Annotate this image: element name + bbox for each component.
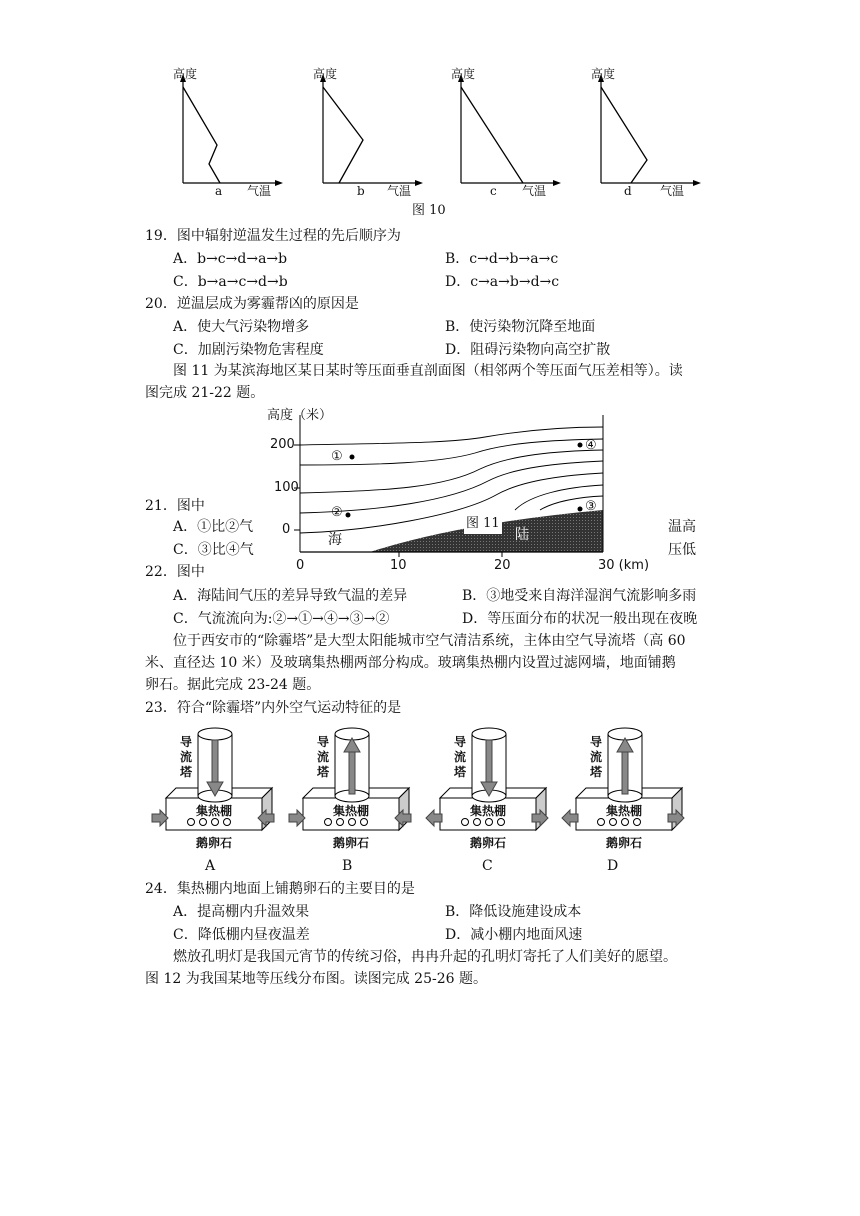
q20-option-a: A．使大气污染物增多 (173, 319, 310, 335)
tower-label-b-1: 导 (317, 735, 330, 749)
stone-label-a: 鹅卵石 (196, 836, 233, 850)
fig11-ylabel: 高度（米） (267, 408, 333, 423)
graph-b-letter: b (357, 184, 365, 198)
q21-tail-2: 压低 (668, 542, 696, 558)
q24-stem: 24．集热棚内地面上铺鹅卵石的主要目的是 (145, 881, 415, 897)
q19-option-c: C．b→a→c→d→b (173, 274, 288, 290)
q24-option-c: C．降低棚内昼夜温差 (173, 927, 310, 943)
graph-b-ylabel: 高度 (313, 67, 338, 81)
tower-label-c-3: 塔 (454, 765, 467, 779)
intro-25-line2: 图 12 为我国某地等压线分布图。读图完成 25-26 题。 (145, 971, 487, 987)
tower-label-b-2: 流 (317, 750, 330, 764)
shed-label-d: 集热棚 (606, 804, 643, 818)
stone-label-c: 鹅卵石 (470, 836, 507, 850)
fig11-ytick-0: 0 (282, 522, 291, 537)
graph-a-letter: a (215, 184, 223, 198)
graph-d-letter: d (624, 184, 632, 198)
graph-c-ylabel: 高度 (451, 67, 476, 81)
tower-label-b-3: 塔 (317, 765, 330, 779)
fig11-xtick-20: 20 (494, 558, 511, 573)
graph-a-xlabel: 气温 (247, 184, 272, 198)
graph-d-ylabel: 高度 (591, 67, 616, 81)
intro-25-line1: 燃放孔明灯是我国元宵节的传统习俗，冉冉升起的孔明灯寄托了人们美好的愿望。 (173, 949, 677, 965)
q23-option-a: A (205, 858, 216, 874)
point-4-label: ④ (585, 438, 597, 453)
stone-label-b: 鹅卵石 (333, 836, 370, 850)
q21-option-a: A．①比②气 (173, 519, 254, 535)
point-2-label: ② (331, 505, 343, 520)
tower-label-a-3: 塔 (180, 765, 193, 779)
q23-option-d: D (607, 858, 619, 874)
tower-label-a-2: 流 (180, 750, 193, 764)
fig11-ytick-200: 200 (270, 437, 295, 452)
q23-stem: 23．符合“除霾塔”内外空气运动特征的是 (145, 700, 402, 716)
intro-21-line2: 图完成 21-22 题。 (145, 385, 265, 401)
stone-label-d: 鹅卵石 (606, 836, 643, 850)
graph-b-xlabel: 气温 (387, 184, 412, 198)
q24-option-a: A．提高棚内升温效果 (173, 904, 310, 920)
shed-label-b: 集热棚 (333, 804, 370, 818)
fig11-ytick-100: 100 (274, 480, 299, 495)
q23-option-b: B (342, 858, 353, 874)
graph-c-letter: c (490, 184, 497, 198)
fig11-xtick-10: 10 (390, 558, 407, 573)
tower-label-d-1: 导 (590, 735, 603, 749)
tower-label-c-2: 流 (454, 750, 467, 764)
sea-label: 海 (328, 532, 342, 548)
graph-a-ylabel: 高度 (173, 67, 198, 81)
q20-stem: 20．逆温层成为雾霾帮凶的原因是 (145, 296, 359, 312)
q22-option-d: D．等压面分布的状况一般出现在夜晚 (462, 611, 698, 627)
shed-label-c: 集热棚 (470, 804, 507, 818)
q20-option-d: D．阻碍污染物向高空扩散 (445, 342, 611, 358)
q19-option-a: A．b→c→d→a→b (173, 251, 288, 267)
fig11-xtick-30: 30 (km) (598, 558, 650, 573)
intro-23-line3: 卵石。据此完成 23-24 题。 (145, 677, 321, 693)
q22-option-c: C．气流流向为:②→①→④→③→② (173, 611, 390, 627)
q19-option-b: B．c→d→b→a→c (445, 251, 559, 267)
q22-option-b: B．③地受来自海洋湿润气流影响多雨 (462, 588, 697, 604)
isobar-diagram (260, 405, 620, 575)
q20-option-c: C．加剧污染物危害程度 (173, 342, 324, 358)
q21-tail-1: 温高 (668, 519, 696, 535)
tower-label-d-2: 流 (590, 750, 603, 764)
q24-option-b: B．降低设施建设成本 (445, 904, 582, 920)
q22-option-a: A．海陆间气压的差异导致气温的差异 (173, 588, 408, 604)
q20-option-b: B．使污染物沉降至地面 (445, 319, 596, 335)
fig11-xtick-0: 0 (296, 558, 305, 573)
tower-label-d-3: 塔 (590, 765, 603, 779)
intro-23-line1: 位于西安市的“除霾塔”是大型太阳能城市空气清洁系统，主体由空气导流塔（高 60 (173, 633, 686, 649)
q21-option-c: C．③比④气 (173, 542, 254, 558)
q19-option-d: D．c→a→b→d→c (445, 274, 560, 290)
graph-c-xlabel: 气温 (522, 184, 547, 198)
q19-stem: 19．图中辐射逆温发生过程的先后顺序为 (145, 228, 401, 244)
q24-option-d: D．减小棚内地面风速 (445, 927, 583, 943)
q23-option-c: C (482, 858, 493, 874)
figure-11-caption: 图 11 (464, 514, 502, 534)
q22-stem: 22．图中 (145, 564, 205, 580)
tower-label-a-1: 导 (180, 735, 193, 749)
point-1-label: ① (331, 449, 343, 464)
point-3-label: ③ (585, 499, 597, 514)
land-label: 陆 (515, 527, 529, 543)
tower-label-c-1: 导 (454, 735, 467, 749)
q21-stem: 21．图中 (145, 498, 205, 514)
figure-10-caption: 图 10 (412, 203, 446, 218)
intro-21-line1: 图 11 为某滨海地区某日某时等压面垂直剖面图（相邻两个等压面气压差相等）。读 (173, 363, 683, 379)
graph-d-xlabel: 气温 (660, 184, 685, 198)
intro-23-line2: 米、直径达 10 米）及玻璃集热棚两部分构成。玻璃集热棚内设置过滤网墙，地面铺鹅 (145, 655, 676, 671)
shed-label-a: 集热棚 (196, 804, 233, 818)
